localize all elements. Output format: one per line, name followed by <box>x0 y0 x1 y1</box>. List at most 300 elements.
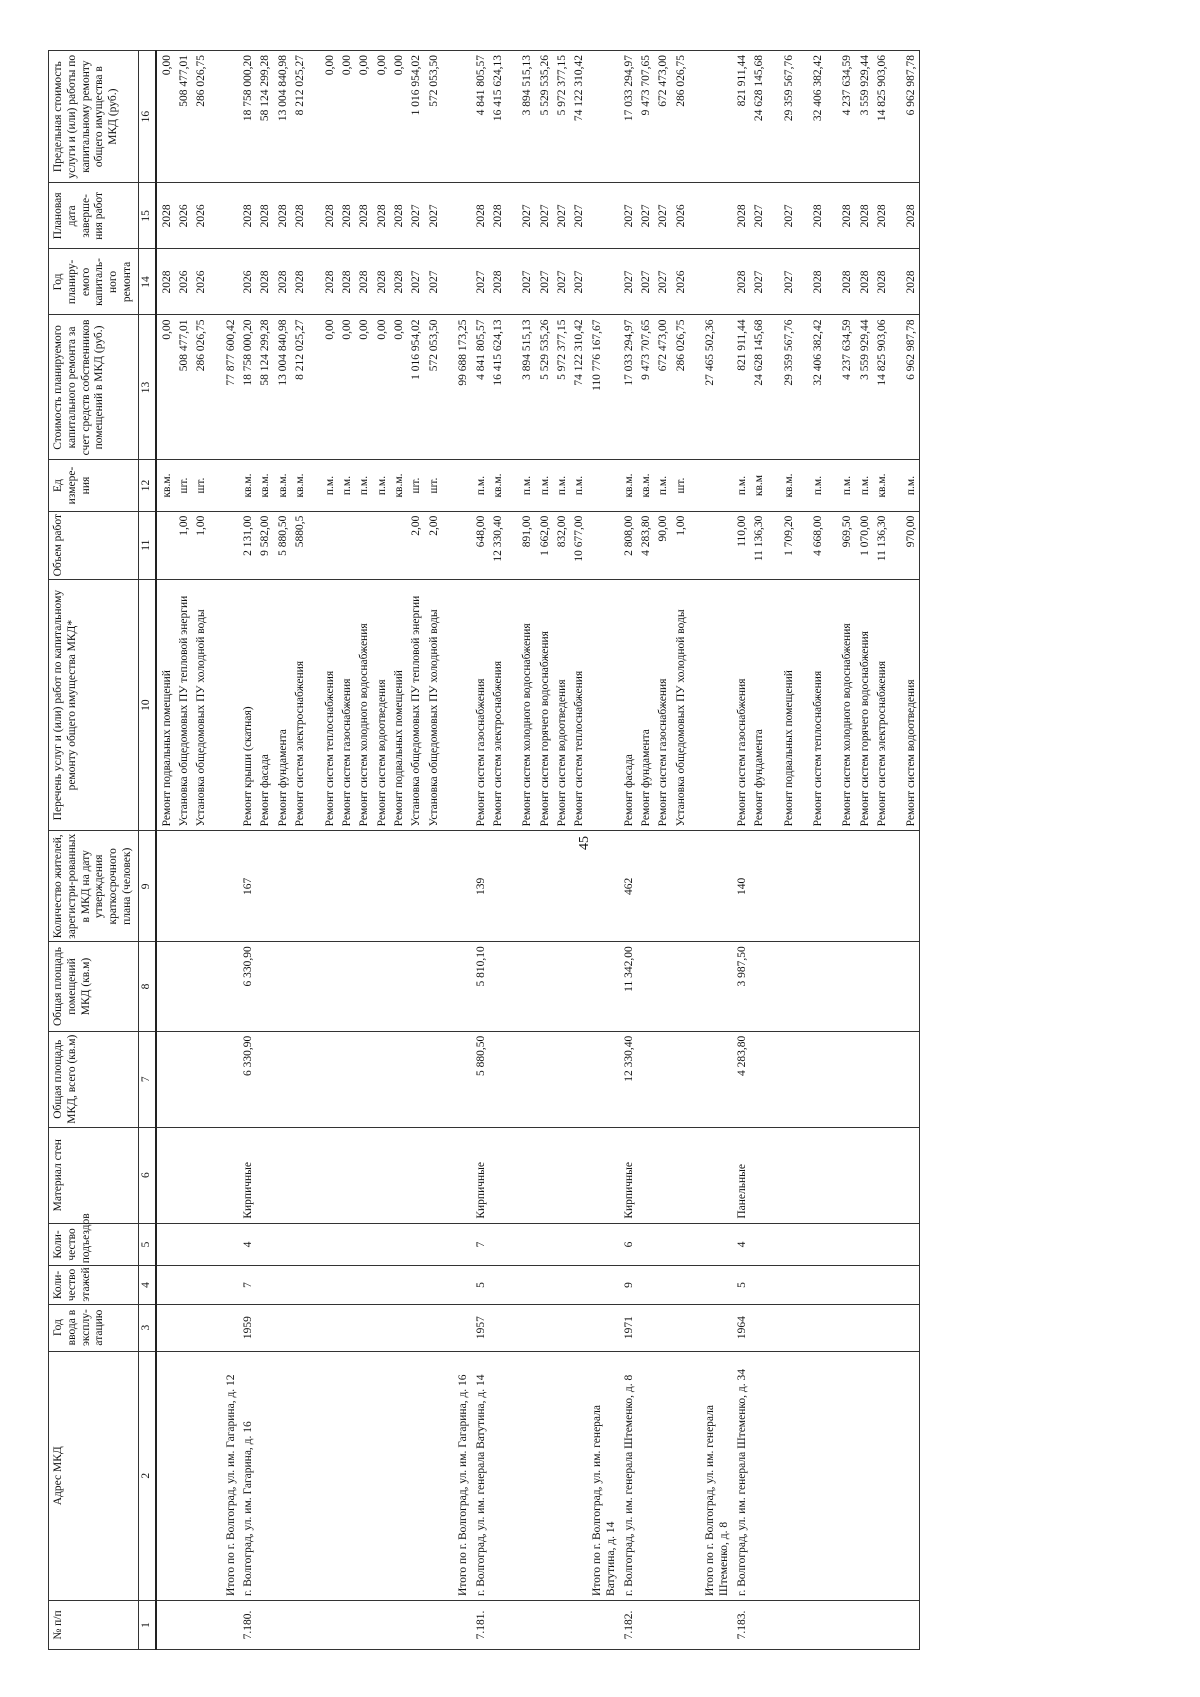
table-cell-col-16: 0,00 <box>372 51 389 183</box>
table-cell-col-8 <box>569 942 586 1032</box>
table-cell-col-10: Ремонт систем холодного водоснабжения <box>837 579 854 831</box>
total-row <box>587 51 619 1650</box>
table-cell-col-16: 508 477,01 <box>174 51 191 183</box>
table-cell-col-16 <box>308 51 320 183</box>
table-cell-col-14 <box>308 249 320 315</box>
table-cell-col-3 <box>453 1304 470 1351</box>
table-cell-col-11: 1 662,00 <box>535 511 552 579</box>
table-cell-col-15 <box>587 183 619 249</box>
table-cell-col-11: 11 136,30 <box>872 511 889 579</box>
table-cell-col-13: 821 911,44 <box>732 315 749 460</box>
table-cell-col-10 <box>767 579 779 831</box>
table-cell-col-10 <box>453 579 470 831</box>
table-cell-col-8 <box>796 942 808 1032</box>
table-cell-col-10 <box>587 579 619 831</box>
table-cell-col-14: 2028 <box>389 249 406 315</box>
spacer-row <box>308 51 320 1650</box>
table-cell-col-16 <box>505 51 517 183</box>
table-cell-col-15: 2028 <box>156 183 174 249</box>
table-cell-col-9 <box>517 831 534 942</box>
table-cell-col-4 <box>767 1266 779 1304</box>
table-cell-col-6 <box>700 1127 732 1223</box>
table-cell-col-15: 2027 <box>749 183 766 249</box>
table-cell-col-9 <box>587 831 619 942</box>
table-cell-col-11: 110,00 <box>732 511 749 579</box>
table-cell-col-8 <box>855 942 872 1032</box>
table-cell-col-14: 2026 <box>174 249 191 315</box>
table-cell-col-4 <box>796 1266 808 1304</box>
spacer-row <box>505 51 517 1650</box>
table-cell-col-15: 2028 <box>901 183 919 249</box>
table-cell-col-2 <box>488 1351 505 1600</box>
table-cell-col-8 <box>749 942 766 1032</box>
table-cell-col-16: 14 825 903,06 <box>872 51 889 183</box>
table-cell-col-2 <box>505 1351 517 1600</box>
table-cell-col-1 <box>209 1600 221 1649</box>
table-cell-col-7 <box>255 1031 272 1127</box>
table-cell-col-6 <box>156 1127 174 1223</box>
table-cell-col-10: Ремонт систем холодного водоснабжения <box>354 579 371 831</box>
table-cell-col-4 <box>209 1266 221 1304</box>
table-cell-col-10: Ремонт систем электроснабжения <box>488 579 505 831</box>
table-cell-col-1 <box>337 1600 354 1649</box>
table-cell-col-2 <box>320 1351 337 1600</box>
table-cell-col-4 <box>320 1266 337 1304</box>
header-cell: № п/п <box>49 1600 139 1649</box>
table-cell-col-15: 2026 <box>174 183 191 249</box>
table-cell-col-3 <box>837 1304 854 1351</box>
table-cell-col-15: 2028 <box>320 183 337 249</box>
table-cell-col-5: 4 <box>238 1223 255 1266</box>
table-cell-col-15 <box>700 183 732 249</box>
table-cell-col-8 <box>779 942 796 1032</box>
table-cell-col-14: 2028 <box>337 249 354 315</box>
table-cell-col-2: г. Волгоград, ул. им. Гагарина, д. 16 <box>238 1351 255 1600</box>
table-cell-col-9 <box>872 831 889 942</box>
table-cell-col-5 <box>337 1223 354 1266</box>
table-cell-col-10: Ремонт фасада <box>255 579 272 831</box>
table-cell-col-16 <box>767 51 779 183</box>
work-row <box>749 51 766 1650</box>
table-cell-col-15: 2028 <box>238 183 255 249</box>
table-cell-col-7 <box>156 1031 174 1127</box>
table-cell-col-14: 2027 <box>535 249 552 315</box>
table-cell-col-6: Кирпичные <box>238 1127 255 1223</box>
table-cell-col-7 <box>749 1031 766 1127</box>
table-cell-col-12 <box>825 460 837 511</box>
total-row <box>453 51 470 1650</box>
table-cell-col-16: 5 972 377,15 <box>552 51 569 183</box>
table-cell-col-16 <box>889 51 901 183</box>
table-cell-col-10 <box>796 579 808 831</box>
table-cell-col-9 <box>209 831 221 942</box>
table-cell-col-1 <box>796 1600 808 1649</box>
table-cell-col-1 <box>767 1600 779 1649</box>
table-cell-col-2 <box>855 1351 872 1600</box>
table-cell-col-12: кв.м. <box>238 460 255 511</box>
table-cell-col-6 <box>837 1127 854 1223</box>
table-cell-col-9 <box>636 831 653 942</box>
table-cell-col-2 <box>767 1351 779 1600</box>
table-cell-col-7 <box>569 1031 586 1127</box>
work-row <box>837 51 854 1650</box>
table-cell-col-14 <box>796 249 808 315</box>
table-cell-col-10: Установка общедомовых ПУ холодной воды <box>671 579 688 831</box>
table-cell-col-6 <box>855 1127 872 1223</box>
table-cell-col-7 <box>517 1031 534 1127</box>
table-cell-col-4 <box>174 1266 191 1304</box>
table-cell-col-12: п.м. <box>653 460 670 511</box>
table-cell-col-6 <box>517 1127 534 1223</box>
table-cell-col-16: 8 212 025,27 <box>290 51 307 183</box>
work-row <box>779 51 796 1650</box>
table-cell-col-15: 2028 <box>808 183 825 249</box>
table-cell-col-1 <box>255 1600 272 1649</box>
table-cell-col-3 <box>749 1304 766 1351</box>
table-cell-col-9 <box>700 831 732 942</box>
table-cell-col-10: Ремонт систем горячего водоснабжения <box>535 579 552 831</box>
table-cell-col-14 <box>688 249 700 315</box>
table-cell-col-5 <box>779 1223 796 1266</box>
table-cell-col-14 <box>889 249 901 315</box>
table-cell-col-13: 0,00 <box>156 315 174 460</box>
table-cell-col-16: 32 406 382,42 <box>808 51 825 183</box>
table-cell-col-13: 3 559 929,44 <box>855 315 872 460</box>
table-cell-col-15: 2028 <box>732 183 749 249</box>
table-cell-col-6 <box>636 1127 653 1223</box>
column-number: 16 <box>138 51 155 183</box>
table-cell-col-5 <box>320 1223 337 1266</box>
table-cell-col-2 <box>441 1351 453 1600</box>
table-cell-col-13: 6 962 987,78 <box>901 315 919 460</box>
table-cell-col-2 <box>273 1351 290 1600</box>
table-cell-col-9 <box>337 831 354 942</box>
table-cell-col-15: 2028 <box>389 183 406 249</box>
work-row <box>406 51 423 1650</box>
table-cell-col-14: 2027 <box>517 249 534 315</box>
table-cell-col-14: 2027 <box>653 249 670 315</box>
table-cell-col-3 <box>488 1304 505 1351</box>
work-row <box>901 51 919 1650</box>
table-cell-col-4 <box>749 1266 766 1304</box>
table-cell-col-5 <box>855 1223 872 1266</box>
table-cell-col-7 <box>872 1031 889 1127</box>
table-cell-col-7 <box>406 1031 423 1127</box>
header-cell: Объем работ <box>49 511 139 579</box>
table-cell-col-16: 572 053,50 <box>424 51 441 183</box>
table-cell-col-5 <box>808 1223 825 1266</box>
table-cell-col-2: Итого по г. Волгоград, ул. им. Гагарина, д. 12 <box>221 1351 238 1600</box>
table-cell-col-13 <box>308 315 320 460</box>
table-cell-col-7 <box>505 1031 517 1127</box>
table-cell-col-12 <box>700 460 732 511</box>
table-cell-col-4 <box>653 1266 670 1304</box>
table-cell-col-12: п.м. <box>337 460 354 511</box>
table-cell-col-2 <box>389 1351 406 1600</box>
table-cell-col-13: 5 529 535,26 <box>535 315 552 460</box>
table-cell-col-11 <box>209 511 221 579</box>
table-cell-col-15: 2028 <box>372 183 389 249</box>
table-cell-col-1 <box>749 1600 766 1649</box>
table-cell-col-2 <box>552 1351 569 1600</box>
table-cell-col-5 <box>191 1223 208 1266</box>
table-cell-col-1 <box>653 1600 670 1649</box>
table-cell-col-2: г. Волгоград, ул. им. генерала Штеменко, д. 34 <box>732 1351 749 1600</box>
table-cell-col-14: 2027 <box>749 249 766 315</box>
table-cell-col-5 <box>273 1223 290 1266</box>
table-cell-col-13: 4 841 805,57 <box>471 315 488 460</box>
table-cell-col-8 <box>636 942 653 1032</box>
table-cell-col-15: 2027 <box>552 183 569 249</box>
table-cell-col-12: шт. <box>424 460 441 511</box>
table-cell-col-2 <box>653 1351 670 1600</box>
table-cell-col-13: 8 212 025,27 <box>290 315 307 460</box>
table-cell-col-14: 2028 <box>320 249 337 315</box>
table-cell-col-14: 2028 <box>837 249 854 315</box>
table-cell-col-13: 508 477,01 <box>174 315 191 460</box>
table-cell-col-13: 0,00 <box>320 315 337 460</box>
table-cell-col-11: 1 709,20 <box>779 511 796 579</box>
table-cell-col-8 <box>320 942 337 1032</box>
table-cell-col-2 <box>535 1351 552 1600</box>
table-cell-col-13 <box>505 315 517 460</box>
table-cell-col-12: п.м. <box>569 460 586 511</box>
header-cell: Коли-чество этажей <box>49 1266 139 1304</box>
table-cell-col-2 <box>156 1351 174 1600</box>
spacer-row <box>825 51 837 1650</box>
table-cell-col-9 <box>569 831 586 942</box>
table-cell-col-9 <box>505 831 517 942</box>
table-cell-col-8 <box>517 942 534 1032</box>
table-cell-col-13 <box>688 315 700 460</box>
table-cell-col-15: 2028 <box>255 183 272 249</box>
table-cell-col-6 <box>372 1127 389 1223</box>
table-cell-col-6 <box>255 1127 272 1223</box>
table-cell-col-1 <box>441 1600 453 1649</box>
table-cell-col-2 <box>796 1351 808 1600</box>
table-cell-col-8 <box>255 942 272 1032</box>
table-cell-col-15: 2028 <box>872 183 889 249</box>
table-cell-col-14: 2028 <box>354 249 371 315</box>
work-row <box>424 51 441 1650</box>
table-cell-col-16: 9 473 707,65 <box>636 51 653 183</box>
table-cell-col-6 <box>337 1127 354 1223</box>
work-row <box>855 51 872 1650</box>
table-cell-col-11 <box>889 511 901 579</box>
table-cell-col-14: 2028 <box>488 249 505 315</box>
table-cell-col-14: 2026 <box>191 249 208 315</box>
spacer-row <box>796 51 808 1650</box>
table-cell-col-14: 2027 <box>552 249 569 315</box>
table-cell-col-1 <box>354 1600 371 1649</box>
table-cell-col-13: 24 628 145,68 <box>749 315 766 460</box>
table-cell-col-13: 27 465 502,36 <box>700 315 732 460</box>
table-cell-col-9 <box>749 831 766 942</box>
table-cell-col-6 <box>901 1127 919 1223</box>
table-cell-col-16 <box>688 51 700 183</box>
header-row <box>49 51 139 1650</box>
table-cell-col-8 <box>552 942 569 1032</box>
table-cell-col-4 <box>688 1266 700 1304</box>
table-cell-col-5 <box>517 1223 534 1266</box>
house-row <box>471 51 488 1650</box>
table-cell-col-6 <box>406 1127 423 1223</box>
work-row <box>372 51 389 1650</box>
table-cell-col-6 <box>488 1127 505 1223</box>
table-cell-col-12 <box>505 460 517 511</box>
table-cell-col-5: 7 <box>471 1223 488 1266</box>
table-cell-col-2 <box>872 1351 889 1600</box>
table-cell-col-16: 672 473,00 <box>653 51 670 183</box>
table-cell-col-10: Ремонт фундамента <box>273 579 290 831</box>
table-cell-col-13: 4 237 634,59 <box>837 315 854 460</box>
table-cell-col-4 <box>825 1266 837 1304</box>
table-cell-col-4 <box>337 1266 354 1304</box>
table-cell-col-7 <box>209 1031 221 1127</box>
table-cell-col-16 <box>441 51 453 183</box>
table-cell-col-9: 462 <box>619 831 636 942</box>
table-cell-col-9 <box>453 831 470 942</box>
table-cell-col-9 <box>779 831 796 942</box>
table-cell-col-3 <box>671 1304 688 1351</box>
column-number: 5 <box>138 1223 155 1266</box>
table-cell-col-3 <box>688 1304 700 1351</box>
table-cell-col-5 <box>354 1223 371 1266</box>
column-number: 11 <box>138 511 155 579</box>
table-cell-col-11 <box>700 511 732 579</box>
table-cell-col-6 <box>825 1127 837 1223</box>
table-cell-col-5 <box>569 1223 586 1266</box>
table-cell-col-12: п.м. <box>837 460 854 511</box>
table-cell-col-4 <box>488 1266 505 1304</box>
table-cell-col-1 <box>901 1600 919 1649</box>
table-cell-col-16: 0,00 <box>389 51 406 183</box>
table-cell-col-16 <box>221 51 238 183</box>
table-cell-col-15: 2028 <box>337 183 354 249</box>
table-cell-col-15: 2028 <box>273 183 290 249</box>
table-cell-col-11: 891,00 <box>517 511 534 579</box>
table-cell-col-11: 1 070,00 <box>855 511 872 579</box>
table-cell-col-11 <box>389 511 406 579</box>
table-cell-col-13: 29 359 567,76 <box>779 315 796 460</box>
table-cell-col-6 <box>273 1127 290 1223</box>
table-cell-col-9 <box>688 831 700 942</box>
table-cell-col-1 <box>636 1600 653 1649</box>
table-cell-col-16: 0,00 <box>320 51 337 183</box>
table-cell-col-14: 2028 <box>901 249 919 315</box>
table-cell-col-14: 2027 <box>471 249 488 315</box>
table-cell-col-3 <box>308 1304 320 1351</box>
table-cell-col-9: 140 <box>732 831 749 942</box>
house-row <box>619 51 636 1650</box>
table-cell-col-10: Ремонт систем газоснабжения <box>471 579 488 831</box>
table-cell-col-6 <box>796 1127 808 1223</box>
table-cell-col-2 <box>837 1351 854 1600</box>
table-cell-col-11 <box>767 511 779 579</box>
table-cell-col-13: 77 877 600,42 <box>221 315 238 460</box>
table-cell-col-8 <box>389 942 406 1032</box>
column-number: 8 <box>138 942 155 1032</box>
table-cell-col-10: Установка общедомовых ПУ тепловой энергии <box>406 579 423 831</box>
table-cell-col-1 <box>191 1600 208 1649</box>
table-cell-col-7 <box>837 1031 854 1127</box>
table-cell-col-16: 286 026,75 <box>191 51 208 183</box>
table-cell-col-9 <box>488 831 505 942</box>
table-cell-col-10 <box>825 579 837 831</box>
table-cell-col-1 <box>273 1600 290 1649</box>
table-cell-col-3 <box>156 1304 174 1351</box>
table-cell-col-16: 5 529 535,26 <box>535 51 552 183</box>
table-cell-col-8 <box>671 942 688 1032</box>
table-cell-col-3 <box>209 1304 221 1351</box>
table-cell-col-8 <box>872 942 889 1032</box>
table-cell-col-14 <box>221 249 238 315</box>
table-cell-col-9 <box>441 831 453 942</box>
table-cell-col-6 <box>767 1127 779 1223</box>
table-cell-col-16: 0,00 <box>337 51 354 183</box>
table-cell-col-16: 29 359 567,76 <box>779 51 796 183</box>
table-cell-col-3 <box>191 1304 208 1351</box>
table-cell-col-12: п.м. <box>320 460 337 511</box>
work-row <box>552 51 569 1650</box>
house-row <box>238 51 255 1650</box>
table-cell-col-4 <box>441 1266 453 1304</box>
table-cell-col-11 <box>505 511 517 579</box>
table-cell-col-14: 2027 <box>569 249 586 315</box>
table-cell-col-13: 0,00 <box>372 315 389 460</box>
table-cell-col-4 <box>290 1266 307 1304</box>
table-cell-col-13: 32 406 382,42 <box>808 315 825 460</box>
table-cell-col-16: 17 033 294,97 <box>619 51 636 183</box>
table-cell-col-8 <box>406 942 423 1032</box>
table-cell-col-14 <box>825 249 837 315</box>
work-row <box>671 51 688 1650</box>
table-cell-col-9 <box>406 831 423 942</box>
table-cell-col-13: 18 758 000,20 <box>238 315 255 460</box>
table-cell-col-9 <box>424 831 441 942</box>
table-cell-col-14: 2028 <box>290 249 307 315</box>
table-cell-col-1 <box>779 1600 796 1649</box>
capital-repair-table <box>48 50 920 1650</box>
table-cell-col-4 <box>191 1266 208 1304</box>
table-cell-col-4 <box>156 1266 174 1304</box>
table-cell-col-1 <box>517 1600 534 1649</box>
table-cell-col-3 <box>767 1304 779 1351</box>
table-cell-col-4 <box>273 1266 290 1304</box>
table-cell-col-10 <box>308 579 320 831</box>
table-cell-col-12: п.м. <box>471 460 488 511</box>
table-cell-col-2 <box>889 1351 901 1600</box>
table-cell-col-12: кв.м. <box>779 460 796 511</box>
table-cell-col-5 <box>653 1223 670 1266</box>
table-cell-col-6 <box>354 1127 371 1223</box>
table-cell-col-13: 0,00 <box>389 315 406 460</box>
table-cell-col-8 <box>825 942 837 1032</box>
table-cell-col-10: Ремонт систем теплоснабжения <box>320 579 337 831</box>
table-cell-col-7 <box>825 1031 837 1127</box>
table-cell-col-3: 1959 <box>238 1304 255 1351</box>
table-cell-col-12: кв.м. <box>255 460 272 511</box>
table-cell-col-14: 2028 <box>372 249 389 315</box>
table-cell-col-6: Кирпичные <box>619 1127 636 1223</box>
table-cell-col-2 <box>406 1351 423 1600</box>
table-cell-col-2 <box>779 1351 796 1600</box>
table-cell-col-14: 2028 <box>855 249 872 315</box>
table-cell-col-2: г. Волгоград, ул. им. генерала Штеменко, д. 8 <box>619 1351 636 1600</box>
table-cell-col-5 <box>837 1223 854 1266</box>
table-cell-col-7 <box>779 1031 796 1127</box>
table-cell-col-8 <box>505 942 517 1032</box>
